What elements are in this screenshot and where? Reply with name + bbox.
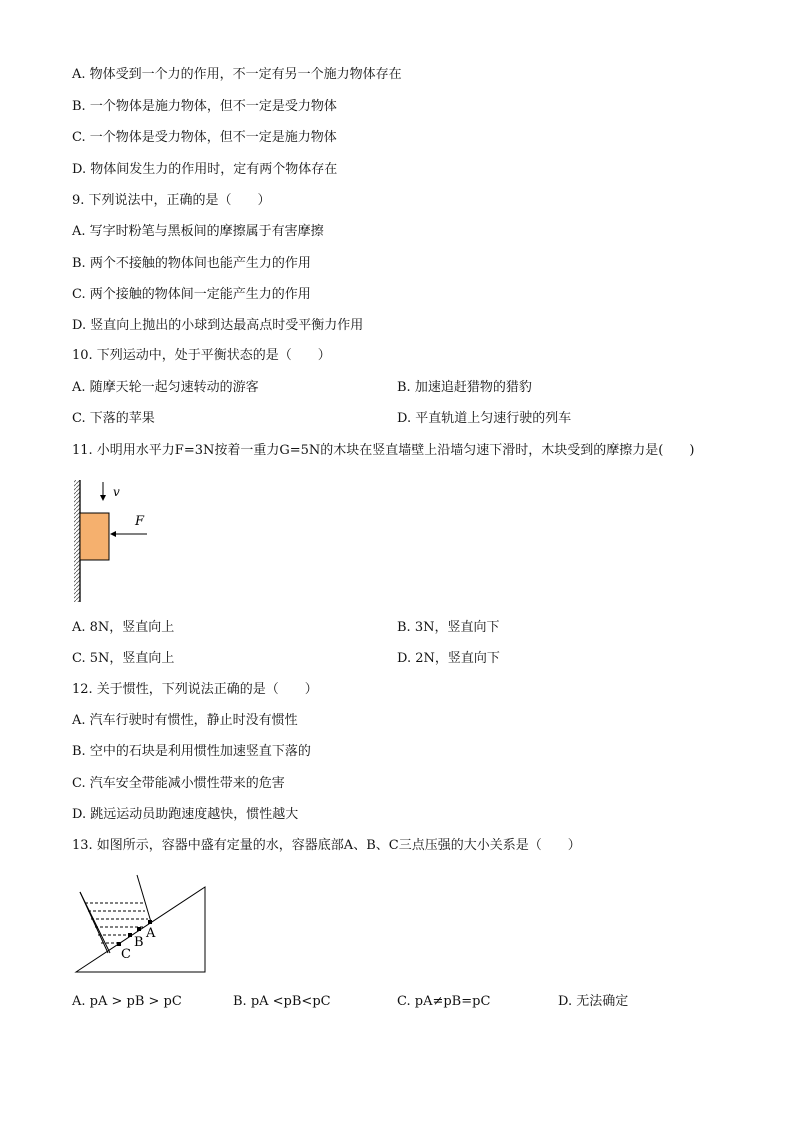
- q10-stem: 10. 下列运动中，处于平衡状态的是（ ）: [72, 348, 331, 363]
- q9-stem: 9. 下列说法中，正确的是（ ）: [72, 193, 271, 208]
- q10-option-c: C. 下落的苹果: [72, 411, 155, 426]
- q13-option-d: D. 无法确定: [558, 994, 629, 1009]
- q10-option-b: B. 加速追赶猎物的猎豹: [397, 380, 532, 395]
- q13-option-a: A. pA > pB > pC: [72, 994, 182, 1009]
- q12-option-b: B. 空中的石块是利用惯性加速竖直下落的: [72, 744, 311, 759]
- q13-stem: 13. 如图所示，容器中盛有定量的水，容器底部A、B、C三点压强的大小关系是（ ）: [72, 838, 581, 853]
- q12-option-c: C. 汽车安全带能减小惯性带来的危害: [72, 776, 285, 791]
- q13-figure-container-incline: [70, 870, 210, 976]
- wall-hatch: [74, 480, 80, 602]
- point-a-marker: [148, 920, 152, 924]
- q13-option-b: B. pA <pB<pC: [233, 994, 331, 1009]
- q8-option-c: C. 一个物体是受力物体，但不一定是施力物体: [72, 130, 337, 145]
- q13-option-c: C. pA≠pB=pC: [397, 994, 491, 1009]
- q10-option-d: D. 平直轨道上匀速行驶的列车: [397, 411, 572, 426]
- q8-option-b: B. 一个物体是施力物体，但不一定是受力物体: [72, 99, 337, 114]
- q12-option-a: A. 汽车行驶时有惯性，静止时没有惯性: [72, 713, 298, 728]
- q10-option-a: A. 随摩天轮一起匀速转动的游客: [72, 380, 259, 395]
- q11-option-c: C. 5N，竖直向上: [72, 651, 175, 666]
- container-right-wall: [137, 875, 151, 922]
- label-v: v: [113, 485, 120, 499]
- q12-option-d: D. 跳远运动员助跑速度越快，惯性越大: [72, 807, 299, 822]
- point-b-marker: [128, 933, 132, 937]
- q8-option-d: D. 物体间发生力的作用时，定有两个物体存在: [72, 162, 338, 177]
- label-a: A: [146, 926, 156, 941]
- q12-stem: 12. 关于惯性，下列说法正确的是（ ）: [72, 682, 318, 697]
- label-c: C: [121, 947, 131, 962]
- point-c-marker: [117, 942, 121, 946]
- q11-option-b: B. 3N，竖直向下: [397, 620, 500, 635]
- q11-stem: 11. 小明用水平力F=3N按着一重力G=5N的木块在竖直墙壁上沿墙匀速下滑时，木块受到的摩擦力是( ): [72, 443, 695, 458]
- label-b: B: [134, 935, 144, 950]
- q11-option-a: A. 8N，竖直向上: [72, 620, 175, 635]
- q9-option-a: A. 写字时粉笔与黑板间的摩擦属于有害摩擦: [72, 224, 324, 239]
- q9-option-b: B. 两个不接触的物体间也能产生力的作用: [72, 256, 311, 271]
- q8-option-a: A. 物体受到一个力的作用，不一定有另一个施力物体存在: [72, 67, 402, 82]
- q9-option-d: D. 竖直向上抛出的小球到达最高点时受平衡力作用: [72, 318, 364, 333]
- label-F: F: [135, 514, 145, 529]
- velocity-arrowhead-icon: [100, 495, 106, 501]
- q11-figure-wall-block: [68, 476, 158, 604]
- wooden-block: [80, 513, 109, 560]
- q11-option-d: D. 2N，竖直向下: [397, 651, 500, 666]
- q9-option-c: C. 两个接触的物体间一定能产生力的作用: [72, 287, 311, 302]
- force-arrowhead-icon: [110, 531, 116, 537]
